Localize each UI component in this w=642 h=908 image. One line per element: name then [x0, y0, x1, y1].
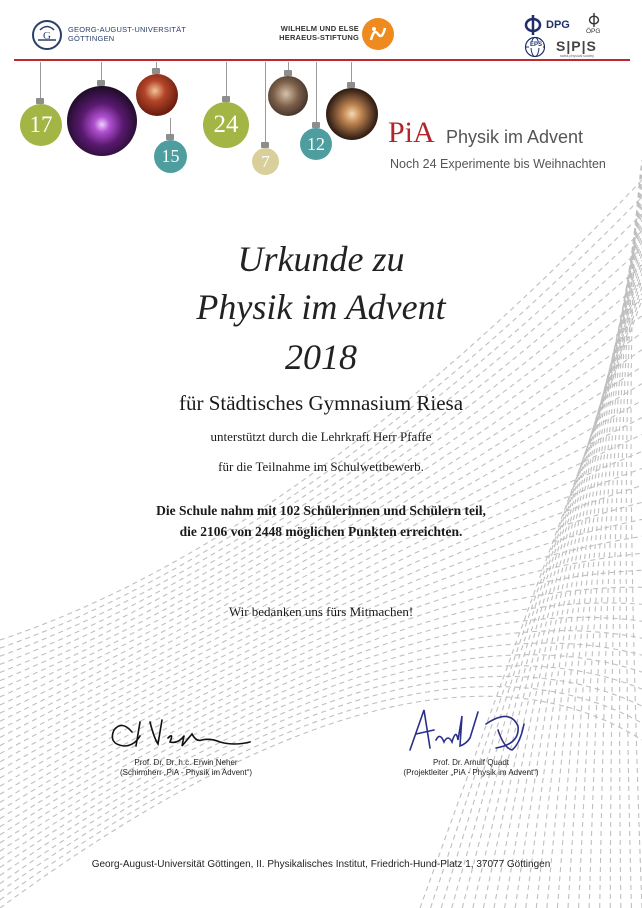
university-seal-icon [30, 18, 64, 52]
heraeus-name-line1: WILHELM UND ELSE [280, 24, 359, 33]
ornament-glass-photo [326, 88, 378, 140]
ornament-7 [252, 148, 279, 175]
university-name-line2: GÖTTINGEN [68, 34, 115, 43]
opg-phi-icon [588, 13, 600, 27]
signatory-name-neher: Prof. Dr. Dr. h.c. Erwin Neher [134, 758, 238, 767]
signatory-name-quadt: Prof. Dr. Arnulf Quadt [432, 758, 510, 767]
ornament-12-number: 12 [307, 133, 325, 154]
participation-line: für die Teilnahme im Schulwettbewerb. [218, 459, 424, 474]
dpg-label: DPG [546, 19, 570, 31]
ornament-7-number: 7 [261, 151, 270, 171]
heraeus-name-line2: HERAEUS-STIFTUNG [279, 33, 359, 42]
wave-line [0, 696, 642, 908]
ornament-plasma-photo [67, 86, 137, 156]
wave-line [0, 603, 642, 843]
society-logos [520, 12, 620, 58]
pia-tagline: Noch 24 Experimente bis Weihnachten [390, 157, 606, 171]
wave-line [0, 333, 642, 713]
footer-address: Georg-August-Universität Göttingen, II. Physikalisches Institut, Friedrich-Hund-Platz 1, 37077 Göttingen [91, 859, 551, 870]
signature-block-quadt [376, 758, 566, 778]
ornament-garland [0, 62, 380, 187]
header-divider [14, 59, 630, 61]
certificate-title-line1: Urkunde zu [237, 239, 405, 279]
support-line: unterstützt durch die Lehrkraft Herr Pfaffe [210, 429, 432, 444]
signature-quadt [400, 704, 540, 756]
eps-label: EPS [530, 42, 543, 48]
signatory-role-neher: (Schirmherr „PiA - Physik im Advent“) [119, 768, 253, 777]
sps-label: S|P|S [556, 38, 597, 54]
ornament-24-number: 24 [213, 111, 239, 138]
certificate-year: 2018 [285, 337, 357, 377]
heraeus-emblem-icon [362, 18, 394, 50]
sps-caption: swiss physical society [560, 54, 595, 58]
signature-neher [110, 712, 260, 754]
ornament-experiment-photo [268, 76, 308, 116]
ornament-15-number: 15 [161, 146, 180, 166]
svg-text:G: G [43, 30, 51, 42]
ornament-12 [300, 128, 332, 160]
pia-logo [388, 118, 628, 178]
heraeus-logo [262, 16, 398, 52]
result-line1: Die Schule nahm mit 102 Schülerinnen und Schülern teil, [156, 503, 486, 518]
pia-name: Physik im Advent [446, 127, 584, 147]
university-name-line1: GEORG-AUGUST-UNIVERSITÄT [68, 25, 187, 34]
ornament-17-number: 17 [29, 112, 53, 137]
ornament-17 [20, 104, 62, 146]
signature-block-neher [96, 758, 276, 778]
certificate-title-line2: Physik im Advent [196, 287, 446, 327]
signatory-role-quadt: (Projektleiter „PiA - Physik im Advent“) [403, 768, 539, 777]
university-logo [30, 18, 200, 54]
wave-line [0, 401, 642, 746]
ornament-candle-photo [136, 74, 178, 116]
thanks-line: Wir bedanken uns fürs Mitmachen! [228, 604, 414, 619]
result-line2: die 2106 von 2448 möglichen Punkten erreichten. [179, 524, 463, 539]
dpg-phi-icon [524, 14, 542, 36]
opg-label: ÖPG [586, 28, 601, 35]
ornament-15 [154, 140, 187, 173]
wave-line [0, 617, 642, 851]
ornament-24 [203, 102, 249, 148]
school-name: für Städtisches Gymnasium Riesa [178, 391, 464, 415]
pia-logo-mark: PiA [388, 116, 435, 149]
